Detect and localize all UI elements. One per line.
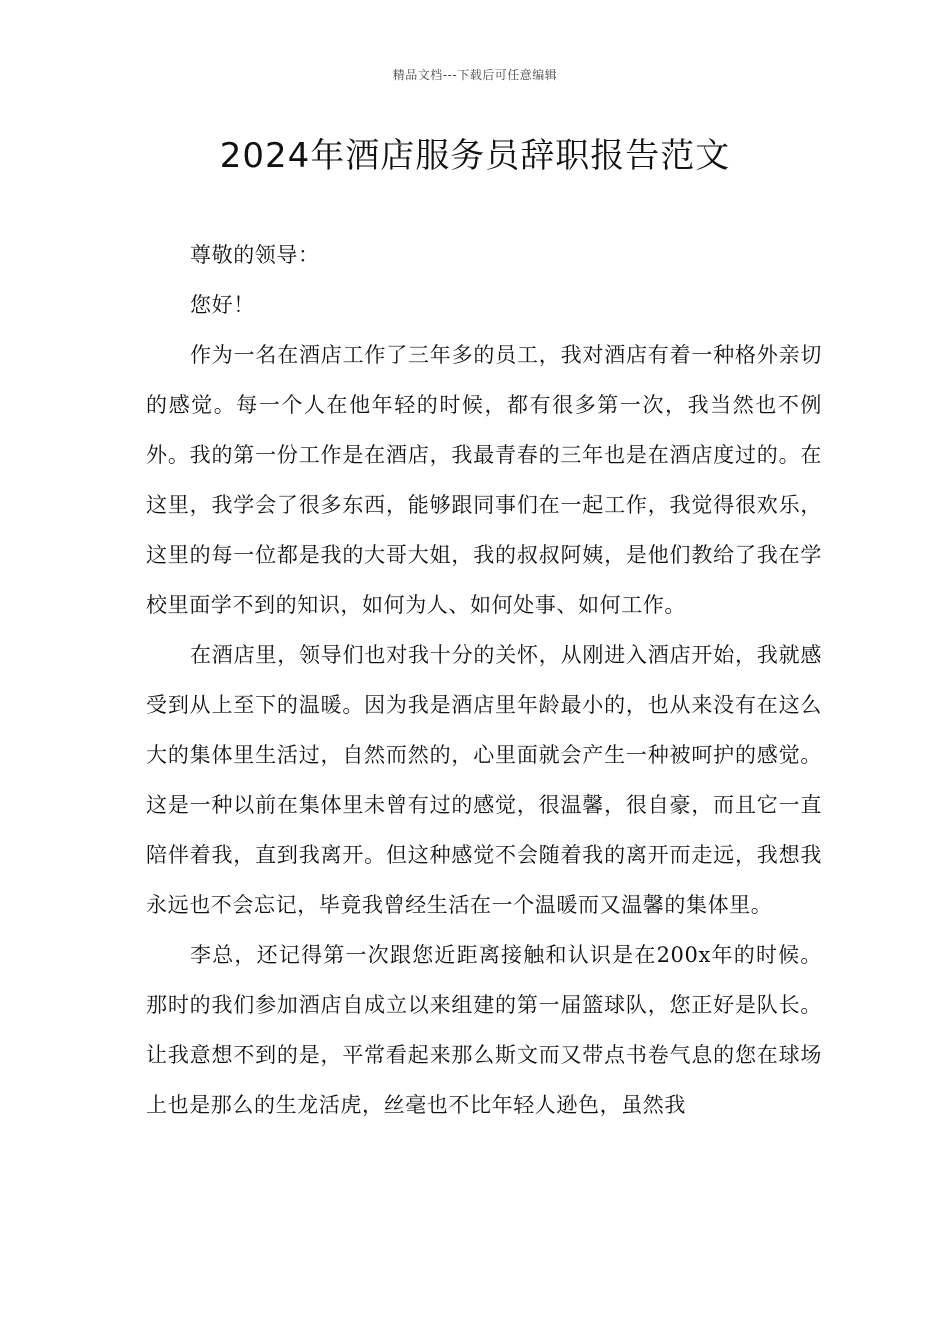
header-note: 精品文档---下载后可任意编辑 (392, 68, 558, 82)
paragraph: 作为一名在酒店工作了三年多的员工，我对酒店有着一种格外亲切的感觉。每一个人在他年轻的时候，都有很多第一次，我当然也不例外。我的第一份工作是在酒店，我最青春的三年也是在酒店度过的。在这里，我学会了很多东西，能够跟同事们在一起工作，我觉得很欢乐，这里的每一位都是我的大哥大姐，我的叔叔阿姨，是他们教给了我在学校里面学不到的知识，如何为人、如何处事、如何工作。 (146, 343, 822, 617)
paragraph: 在酒店里，领导们也对我十分的关怀，从刚进入酒店开始，我就感受到从上至下的温暖。因为我是酒店里年龄最小的，也从来没有在这么大的集体里生活过，自然而然的，心里面就会产生一种被呵护的感觉。这是一种以前在集体里未曾有过的感觉，很温馨，很自豪，而且它一直陪伴着我，直到我离开。但这种感觉不会随着我的离开而走远，我想我永远也不会忘记，毕竟我曾经生活在一个温暖而又温馨的集体里。 (146, 643, 822, 917)
greeting: 您好！ (190, 293, 255, 317)
salutation: 尊敬的领导： (190, 243, 320, 267)
document-title: 2024年酒店服务员辞职报告范文 (219, 136, 731, 176)
paragraph: 李总，还记得第一次跟您近距离接触和认识是在200x年的时候。那时的我们参加酒店自成立以来组建的第一届篮球队，您正好是队长。让我意想不到的是，平常看起来那么斯文而又带点书卷气息的您在球场上也是那么的生龙活虎，丝毫也不比年轻人逊色，虽然我 (146, 943, 822, 1117)
document-body (146, 230, 822, 1130)
